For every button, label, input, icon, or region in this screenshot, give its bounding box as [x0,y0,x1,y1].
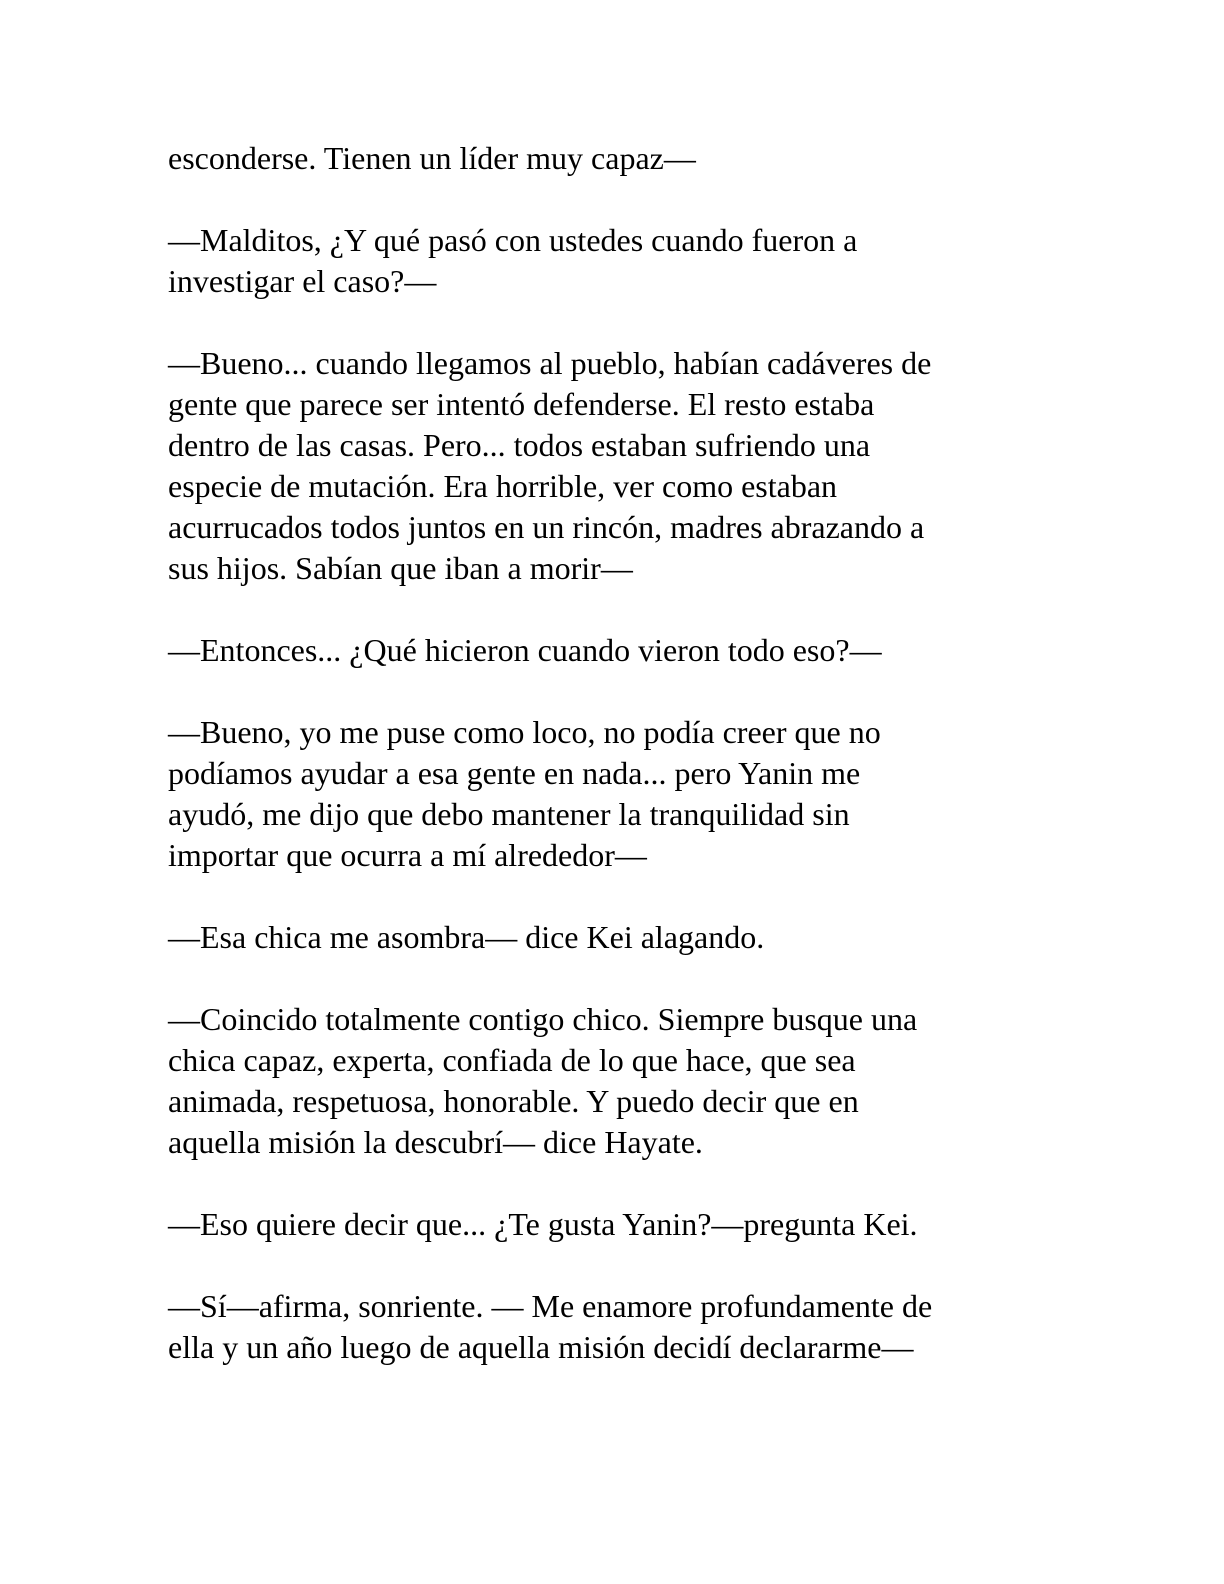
paragraph [168,630,1048,671]
text-line: —Coincido totalmente contigo chico. Siempre busque una [168,1001,918,1037]
text-line: —Bueno, yo me puse como loco, no podía creer que no [168,714,881,750]
text-line: —Bueno... cuando llegamos al pueblo, habían cadáveres de [168,345,932,381]
text-line: gente que parece ser intentó defenderse. El resto estaba [168,386,875,422]
paragraph [168,138,1048,179]
text-line: especie de mutación. Era horrible, ver como estaban [168,468,838,504]
paragraph [168,1286,1048,1368]
text-line: acurrucados todos juntos en un rincón, madres abrazando a [168,509,925,545]
text-line: ella y un año luego de aquella misión decidí declararme— [168,1329,914,1365]
paragraph [168,1204,1048,1245]
text-line: —Malditos, ¿Y qué pasó con ustedes cuando fueron a [168,222,858,258]
text-line: ayudó, me dijo que debo mantener la tranquilidad sin [168,796,850,832]
text-line: —Sí—afirma, sonriente. — Me enamore profundamente de [168,1288,933,1324]
paragraph [168,917,1048,958]
text-line: aquella misión la descubrí— dice Hayate. [168,1124,703,1160]
text-line: animada, respetuosa, honorable. Y puedo decir que en [168,1083,859,1119]
document-page [168,138,1048,1409]
text-line: dentro de las casas. Pero... todos estaban sufriendo una [168,427,871,463]
text-line: importar que ocurra a mí alrededor— [168,837,647,873]
text-line: —Entonces... ¿Qué hicieron cuando vieron todo eso?— [168,632,882,668]
paragraph [168,220,1048,302]
text-line: —Eso quiere decir que... ¿Te gusta Yanin?—pregunta Kei. [168,1206,918,1242]
text-line: investigar el caso?— [168,263,437,299]
text-line: —Esa chica me asombra— dice Kei alagando. [168,919,765,955]
paragraph [168,712,1048,876]
text-line: chica capaz, experta, confiada de lo que hace, que sea [168,1042,856,1078]
text-line: esconderse. Tienen un líder muy capaz— [168,140,696,176]
text-line: podíamos ayudar a esa gente en nada... pero Yanin me [168,755,861,791]
text-line: sus hijos. Sabían que iban a morir— [168,550,633,586]
paragraph [168,343,1048,589]
paragraph [168,999,1048,1163]
